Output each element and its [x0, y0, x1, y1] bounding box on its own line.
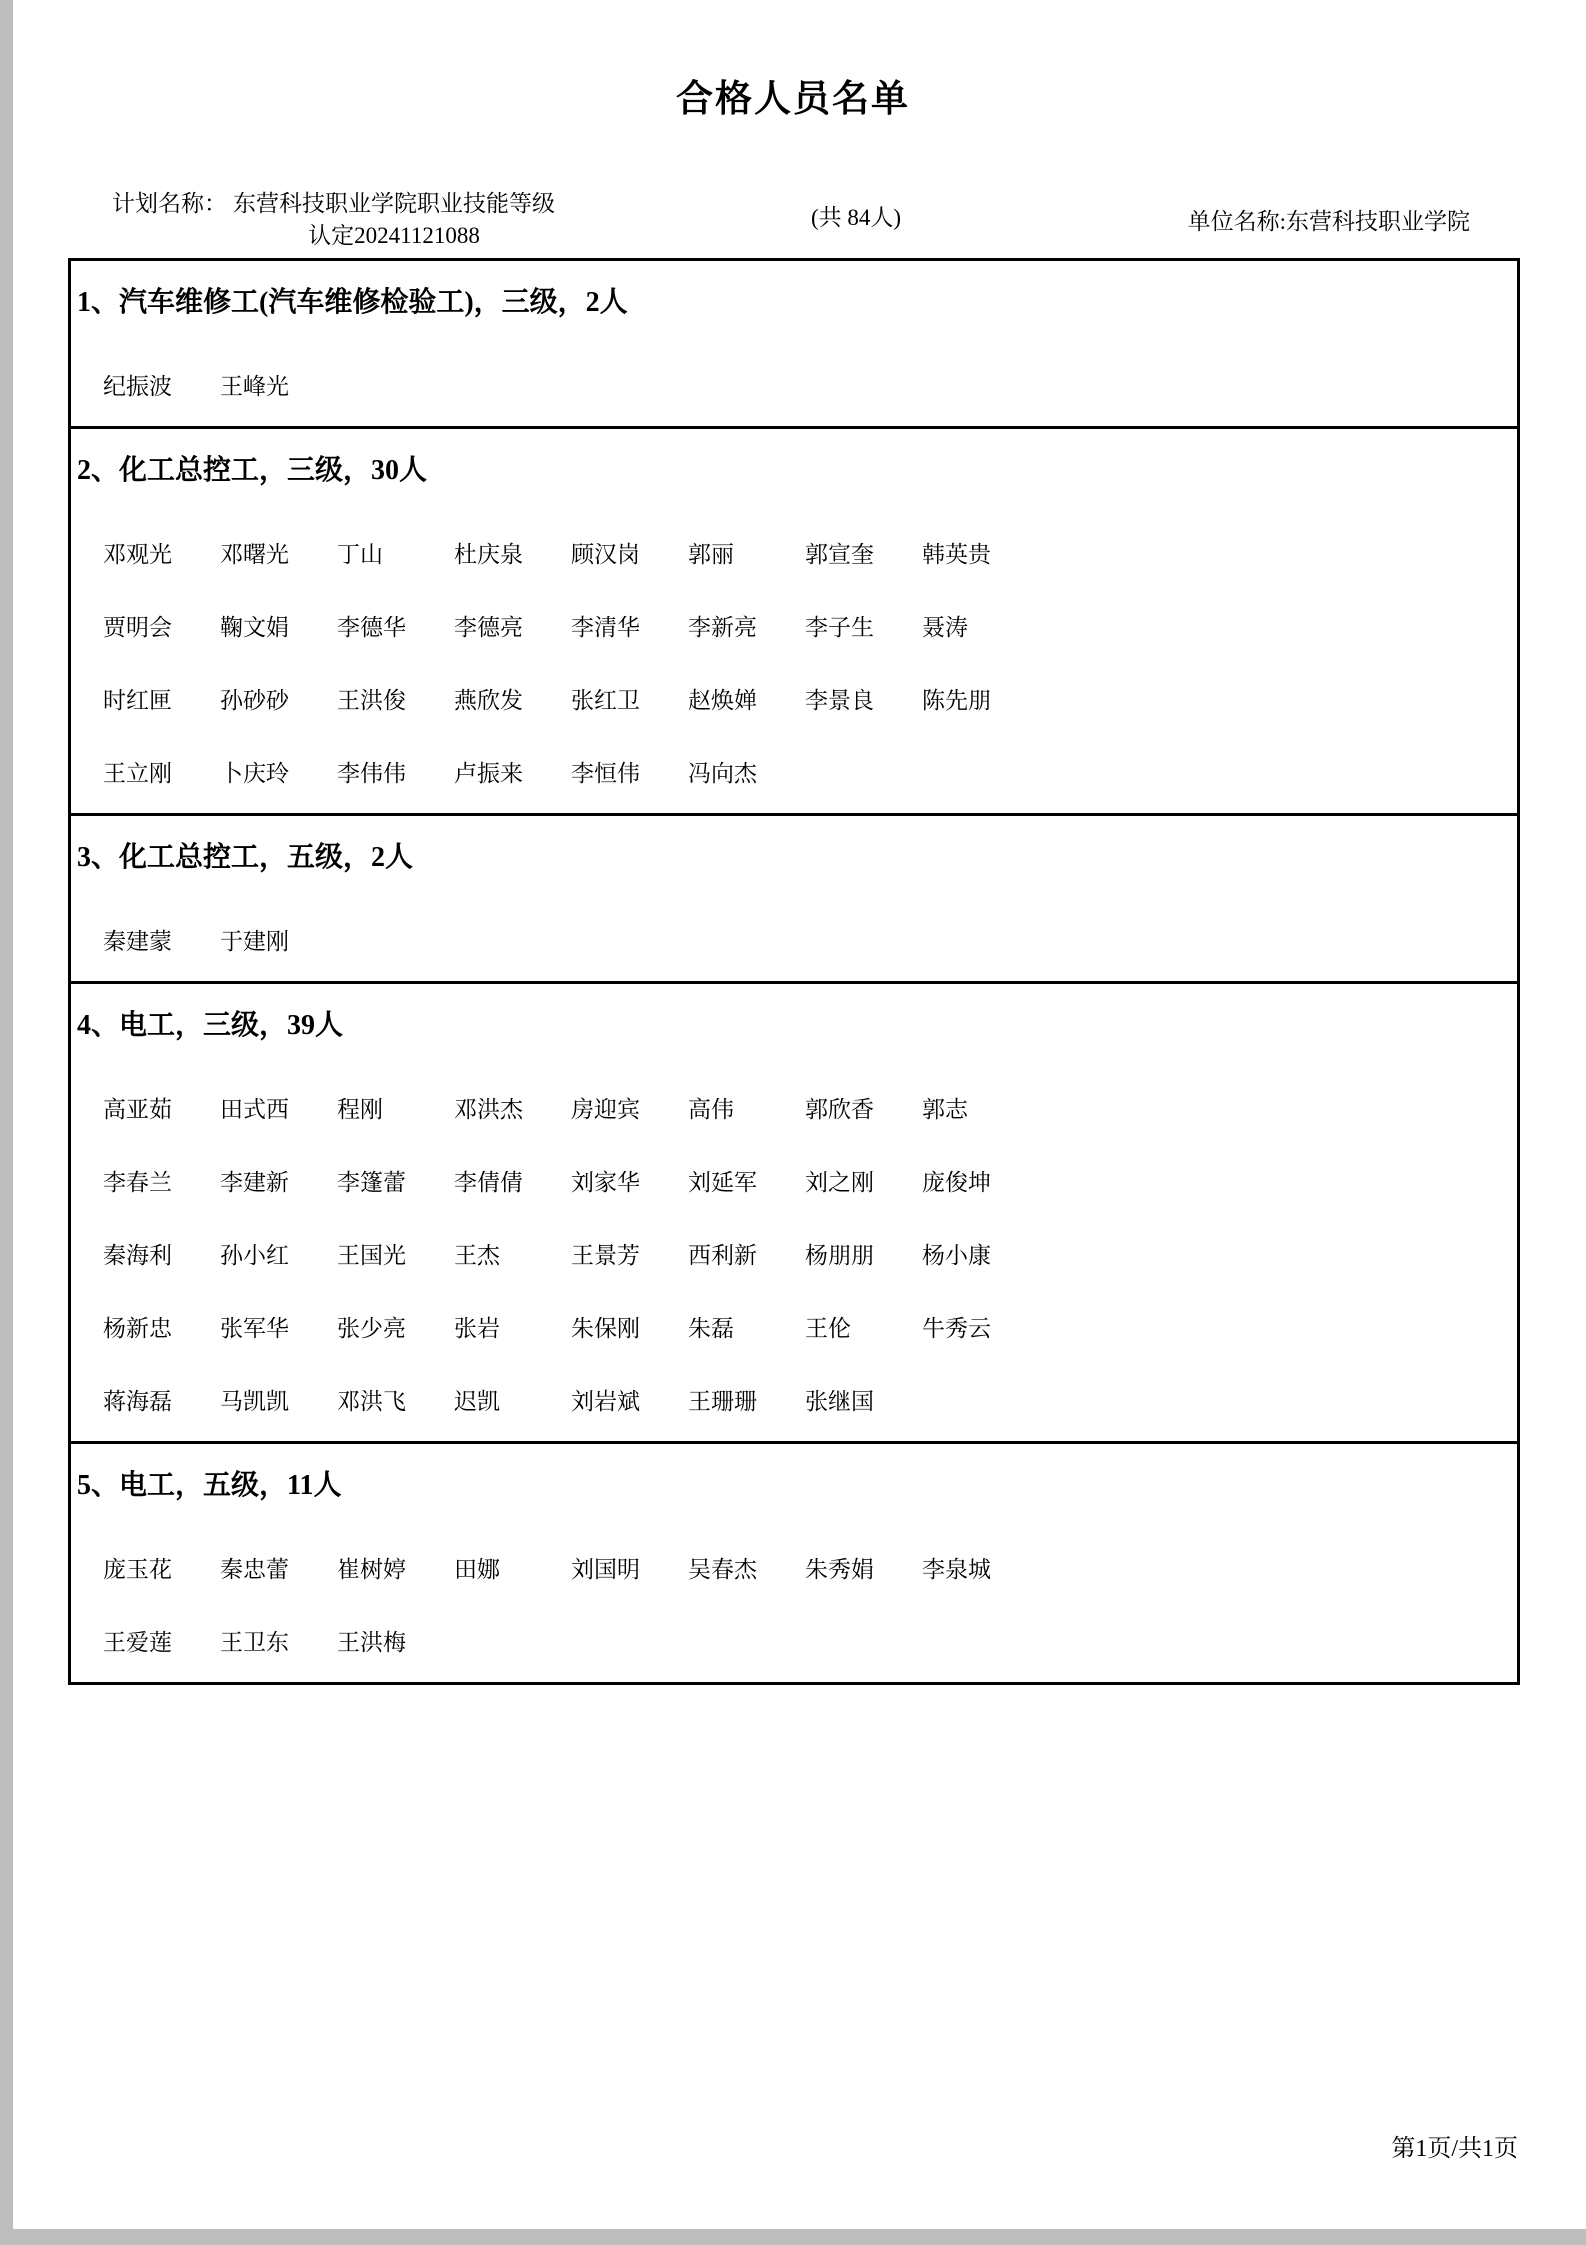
person-name: 刘家华	[571, 1170, 640, 1195]
person-name: 张岩	[454, 1316, 500, 1341]
total-count: (共 84人)	[811, 205, 902, 230]
person-name: 朱磊	[688, 1316, 734, 1341]
person-name: 王峰光	[220, 374, 289, 399]
person-name: 王杰	[454, 1243, 500, 1268]
person-name: 秦海利	[103, 1243, 172, 1268]
person-name: 刘之刚	[805, 1170, 874, 1195]
person-name: 张军华	[220, 1316, 289, 1341]
plan-name	[112, 188, 561, 252]
person-name: 杨小康	[922, 1243, 991, 1268]
person-name: 王伦	[805, 1316, 851, 1341]
name-row	[103, 1554, 1497, 1585]
person-name: 蒋海磊	[103, 1389, 172, 1414]
name-row	[103, 1094, 1497, 1125]
unit-name	[1188, 188, 1470, 238]
person-name: 田娜	[454, 1557, 500, 1582]
person-name: 高亚茹	[103, 1097, 172, 1122]
person-name: 朱秀娟	[805, 1557, 874, 1582]
person-name: 庞俊坤	[922, 1170, 991, 1195]
person-name: 牛秀云	[922, 1316, 991, 1341]
occupation-section	[71, 813, 1517, 981]
occupation-section	[71, 981, 1517, 1441]
name-row	[103, 612, 1497, 643]
person-name: 朱保刚	[571, 1316, 640, 1341]
scan-edge-left	[0, 0, 13, 2245]
person-name: 庞玉花	[103, 1557, 172, 1582]
person-name: 卜庆玲	[220, 761, 289, 786]
person-name: 李清华	[571, 615, 640, 640]
section-header: 4、电工，三级，39人	[77, 1010, 344, 1041]
person-name: 李新亮	[688, 615, 757, 640]
person-name: 秦忠蕾	[220, 1557, 289, 1582]
occupation-section	[71, 261, 1517, 426]
person-name: 李泉城	[922, 1557, 991, 1582]
name-row	[103, 685, 1497, 716]
person-name: 陈先朋	[922, 688, 991, 713]
person-name: 刘岩斌	[571, 1389, 640, 1414]
person-name: 张红卫	[571, 688, 640, 713]
occupation-section	[71, 1441, 1517, 1682]
person-name: 田式西	[220, 1097, 289, 1122]
person-name: 郭欣香	[805, 1097, 874, 1122]
unit-name-value: 东营科技职业学院	[1286, 209, 1470, 234]
person-name: 王爱莲	[103, 1630, 172, 1655]
page-title: 合格人员名单	[676, 79, 910, 120]
person-name: 刘延军	[688, 1170, 757, 1195]
name-row	[103, 1167, 1497, 1198]
person-name: 王立刚	[103, 761, 172, 786]
section-header: 3、化工总控工，五级，2人	[77, 842, 414, 873]
name-row	[103, 371, 1497, 402]
person-name: 王珊珊	[688, 1389, 757, 1414]
person-name: 李春兰	[103, 1170, 172, 1195]
person-name: 郭志	[922, 1097, 968, 1122]
person-name: 李建新	[220, 1170, 289, 1195]
person-name: 李德华	[337, 615, 406, 640]
person-name: 李倩倩	[454, 1170, 523, 1195]
plan-name-label: 计划名称：	[112, 191, 227, 216]
page-number: 第1页/共1页	[1391, 2136, 1518, 2162]
person-name: 鞠文娟	[220, 615, 289, 640]
person-name: 王卫东	[220, 1630, 289, 1655]
name-row	[103, 1386, 1497, 1417]
person-name: 赵焕婵	[688, 688, 757, 713]
person-name: 王洪俊	[337, 688, 406, 713]
person-name: 纪振波	[103, 374, 172, 399]
person-name: 郭宣奎	[805, 542, 874, 567]
person-name: 李德亮	[454, 615, 523, 640]
person-name: 贾明会	[103, 615, 172, 640]
person-name: 张少亮	[337, 1316, 406, 1341]
person-name: 李恒伟	[571, 761, 640, 786]
scan-edge-bottom	[0, 2229, 1586, 2245]
person-name: 邓洪杰	[454, 1097, 523, 1122]
person-name: 王国光	[337, 1243, 406, 1268]
unit-name-label: 单位名称:	[1187, 209, 1286, 234]
person-name: 顾汉岗	[571, 542, 640, 567]
person-name: 卢振来	[454, 761, 523, 786]
person-name: 杨新忠	[103, 1316, 172, 1341]
person-name: 冯向杰	[688, 761, 757, 786]
plan-name-value: 东营科技职业学院职业技能等级认定20241121088	[233, 191, 555, 249]
name-row	[103, 1627, 1497, 1658]
person-name: 杨朋朋	[805, 1243, 874, 1268]
person-name: 燕欣发	[454, 688, 523, 713]
person-name: 李子生	[805, 615, 874, 640]
person-name: 孙砂砂	[220, 688, 289, 713]
person-name: 迟凯	[454, 1389, 500, 1414]
person-name: 房迎宾	[571, 1097, 640, 1122]
person-name: 于建刚	[220, 929, 289, 954]
person-name: 邓观光	[103, 542, 172, 567]
person-name: 邓曙光	[220, 542, 289, 567]
section-header: 5、电工，五级，11人	[77, 1470, 342, 1501]
person-name: 马凯凯	[220, 1389, 289, 1414]
person-name: 李景良	[805, 688, 874, 713]
person-name: 丁山	[337, 542, 383, 567]
person-name: 高伟	[688, 1097, 734, 1122]
person-name: 孙小红	[220, 1243, 289, 1268]
name-row	[103, 1313, 1497, 1344]
person-name: 崔树婷	[337, 1557, 406, 1582]
section-header: 1、汽车维修工(汽车维修检验工)，三级，2人	[77, 287, 628, 318]
person-name: 刘国明	[571, 1557, 640, 1582]
name-row	[103, 1240, 1497, 1271]
qualified-list-table	[68, 258, 1520, 1685]
person-name: 李伟伟	[337, 761, 406, 786]
person-name: 秦建蒙	[103, 929, 172, 954]
person-name: 韩英贵	[922, 542, 991, 567]
person-name: 程刚	[337, 1097, 383, 1122]
person-name: 吴春杰	[688, 1557, 757, 1582]
occupation-section	[71, 426, 1517, 813]
section-header: 2、化工总控工，三级，30人	[77, 455, 428, 486]
name-row	[103, 758, 1497, 789]
person-name: 西利新	[688, 1243, 757, 1268]
name-row	[103, 926, 1497, 957]
person-name: 时红匣	[103, 688, 172, 713]
person-name: 郭丽	[688, 542, 734, 567]
person-name: 聂涛	[922, 615, 968, 640]
name-row	[103, 539, 1497, 570]
document-meta	[112, 188, 1470, 252]
person-name: 杜庆泉	[454, 542, 523, 567]
person-name: 李篷蕾	[337, 1170, 406, 1195]
person-name: 王景芳	[571, 1243, 640, 1268]
person-name: 张继国	[805, 1389, 874, 1414]
person-name: 王洪梅	[337, 1630, 406, 1655]
person-name: 邓洪飞	[337, 1389, 406, 1414]
